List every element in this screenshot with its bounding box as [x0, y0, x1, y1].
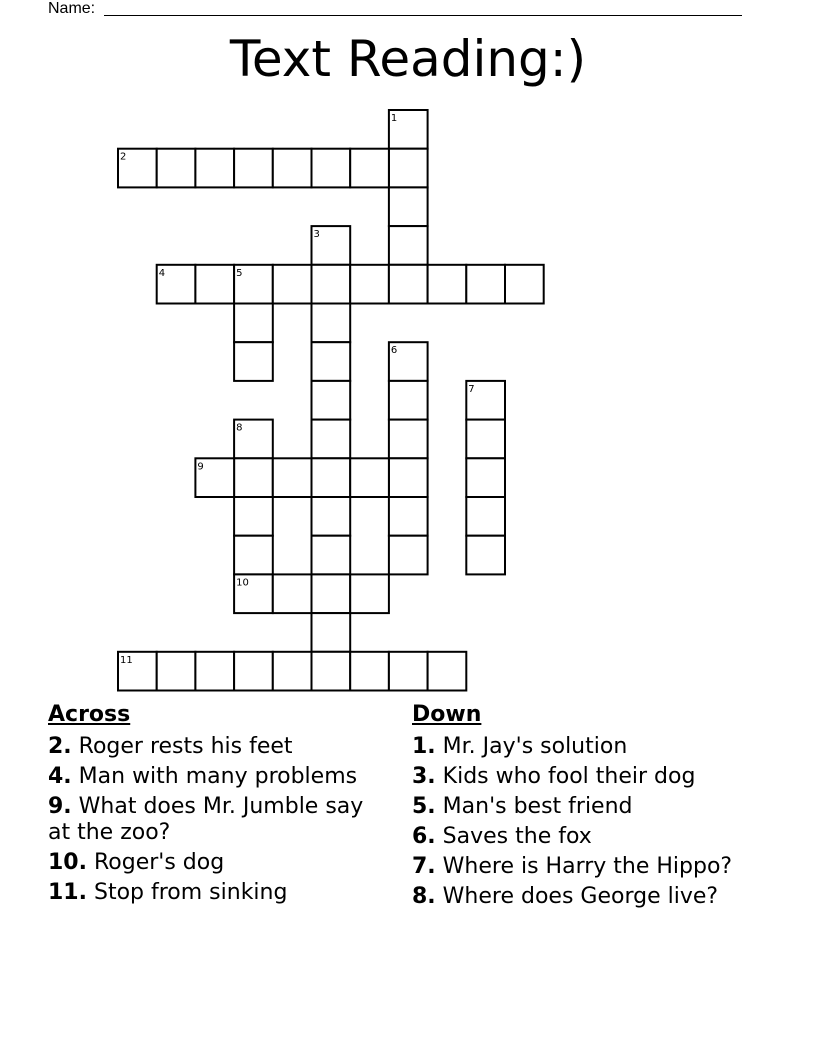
- grid-cell[interactable]: [312, 536, 351, 575]
- grid-cell[interactable]: [389, 265, 428, 304]
- clue-number: 2.: [48, 734, 72, 759]
- grid-cell[interactable]: [118, 149, 157, 188]
- cell-number: 3: [313, 229, 320, 241]
- grid-cell[interactable]: [312, 342, 351, 381]
- grid-cell[interactable]: [195, 652, 234, 691]
- grid-cell[interactable]: [466, 536, 505, 575]
- down-clue: [412, 884, 752, 910]
- across-clue: [48, 794, 378, 846]
- grid-cell[interactable]: [389, 652, 428, 691]
- grid-cell[interactable]: [466, 420, 505, 459]
- clue-number: 6.: [412, 824, 436, 849]
- cell-number: 2: [120, 151, 127, 163]
- clue-number: 9.: [48, 794, 72, 819]
- grid-cell[interactable]: [389, 149, 428, 188]
- down-clues: [412, 700, 752, 914]
- cell-number: 11: [120, 654, 133, 666]
- clue-text: Saves the fox: [435, 824, 592, 849]
- down-clue: [412, 764, 752, 790]
- grid-cell[interactable]: [273, 265, 312, 304]
- clue-text: What does Mr. Jumble say at the zoo?: [48, 794, 364, 845]
- grid-cell[interactable]: [389, 536, 428, 575]
- grid-cell[interactable]: [195, 458, 234, 497]
- cell-number: 10: [236, 577, 249, 589]
- across-heading: Across: [48, 702, 131, 727]
- grid-cell[interactable]: [234, 574, 273, 613]
- grid-cell[interactable]: [312, 265, 351, 304]
- page-title: Text Reading:): [229, 30, 587, 88]
- clue-text: Mr. Jay's solution: [435, 734, 628, 759]
- grid-cell[interactable]: [312, 149, 351, 188]
- grid-cell[interactable]: [389, 226, 428, 265]
- grid-cell[interactable]: [273, 458, 312, 497]
- grid-cell[interactable]: [312, 304, 351, 343]
- grid-cell[interactable]: [312, 381, 351, 420]
- clue-number: 4.: [48, 764, 72, 789]
- down-clue: [412, 794, 752, 820]
- grid-cell[interactable]: [466, 458, 505, 497]
- grid-cell[interactable]: [389, 187, 428, 226]
- grid-cell[interactable]: [312, 226, 351, 265]
- name-field[interactable]: [48, 0, 95, 18]
- grid-cell[interactable]: [157, 652, 196, 691]
- grid-cell[interactable]: [234, 265, 273, 304]
- clue-number: 7.: [412, 854, 436, 879]
- grid-cell[interactable]: [234, 652, 273, 691]
- clue-number: 1.: [412, 734, 436, 759]
- cell-number: 4: [158, 267, 166, 279]
- grid-cell[interactable]: [312, 613, 351, 652]
- grid-cell[interactable]: [428, 265, 467, 304]
- clue-text: Where does George live?: [435, 884, 719, 909]
- grid-cell[interactable]: [505, 265, 544, 304]
- grid-cell[interactable]: [195, 149, 234, 188]
- cell-number: 8: [236, 422, 243, 434]
- grid-cell[interactable]: [234, 342, 273, 381]
- grid-cell[interactable]: [312, 497, 351, 536]
- cell-number: 9: [197, 461, 204, 473]
- down-clue: [412, 854, 752, 880]
- grid-cell[interactable]: [234, 536, 273, 575]
- grid-cell[interactable]: [312, 458, 351, 497]
- across-clues: [48, 700, 378, 910]
- down-clue: [412, 734, 752, 760]
- down-heading: Down: [412, 702, 482, 727]
- clue-text: Roger's dog: [86, 850, 225, 875]
- grid-cell[interactable]: [312, 652, 351, 691]
- cell-number: 6: [390, 345, 398, 357]
- name-label: Name:: [48, 0, 96, 17]
- grid-cell[interactable]: [234, 497, 273, 536]
- grid-cell[interactable]: [389, 420, 428, 459]
- grid-cell[interactable]: [312, 420, 351, 459]
- across-clue: [48, 764, 378, 790]
- grid-cell[interactable]: [389, 342, 428, 381]
- grid-cell[interactable]: [428, 652, 467, 691]
- clue-number: 11.: [48, 880, 87, 905]
- grid-cell[interactable]: [389, 458, 428, 497]
- grid-cell[interactable]: [234, 458, 273, 497]
- cell-number: 5: [236, 267, 243, 279]
- grid-cell[interactable]: [389, 381, 428, 420]
- across-clue: [48, 734, 378, 760]
- grid-cell[interactable]: [466, 497, 505, 536]
- down-clue: [412, 824, 752, 850]
- grid-cell[interactable]: [389, 110, 428, 149]
- grid-cell[interactable]: [350, 149, 389, 188]
- clue-number: 10.: [48, 850, 87, 875]
- clue-text: Kids who fool their dog: [435, 764, 696, 789]
- grid-cell[interactable]: [157, 265, 196, 304]
- grid-cell[interactable]: [273, 574, 312, 613]
- grid-cell[interactable]: [157, 149, 196, 188]
- grid-cell[interactable]: [466, 265, 505, 304]
- clue-text: Man's best friend: [435, 794, 633, 819]
- clue-number: 3.: [412, 764, 436, 789]
- across-clue: [48, 850, 378, 876]
- grid-cell[interactable]: [389, 497, 428, 536]
- grid-cell[interactable]: [466, 381, 505, 420]
- cell-number: 7: [468, 383, 475, 395]
- clue-text: Roger rests his feet: [71, 734, 293, 759]
- clue-number: 5.: [412, 794, 436, 819]
- clue-text: Where is Harry the Hippo?: [435, 854, 733, 879]
- grid-cell[interactable]: [234, 420, 273, 459]
- grid-cell[interactable]: [350, 652, 389, 691]
- clue-number: 8.: [412, 884, 436, 909]
- grid-cell[interactable]: [195, 265, 234, 304]
- grid-cell[interactable]: [273, 149, 312, 188]
- grid-cell[interactable]: [350, 265, 389, 304]
- grid-cell[interactable]: [234, 304, 273, 343]
- grid-cell[interactable]: [273, 652, 312, 691]
- grid-cell[interactable]: [350, 574, 389, 613]
- name-underline: [104, 15, 742, 16]
- clue-text: Man with many problems: [71, 764, 358, 789]
- grid-cell[interactable]: [118, 652, 157, 691]
- grid-cell[interactable]: [312, 574, 351, 613]
- grid-cell[interactable]: [350, 458, 389, 497]
- grid-cell[interactable]: [234, 149, 273, 188]
- clue-text: Stop from sinking: [86, 880, 288, 905]
- cell-number: 1: [390, 113, 398, 124]
- across-clue: [48, 880, 378, 906]
